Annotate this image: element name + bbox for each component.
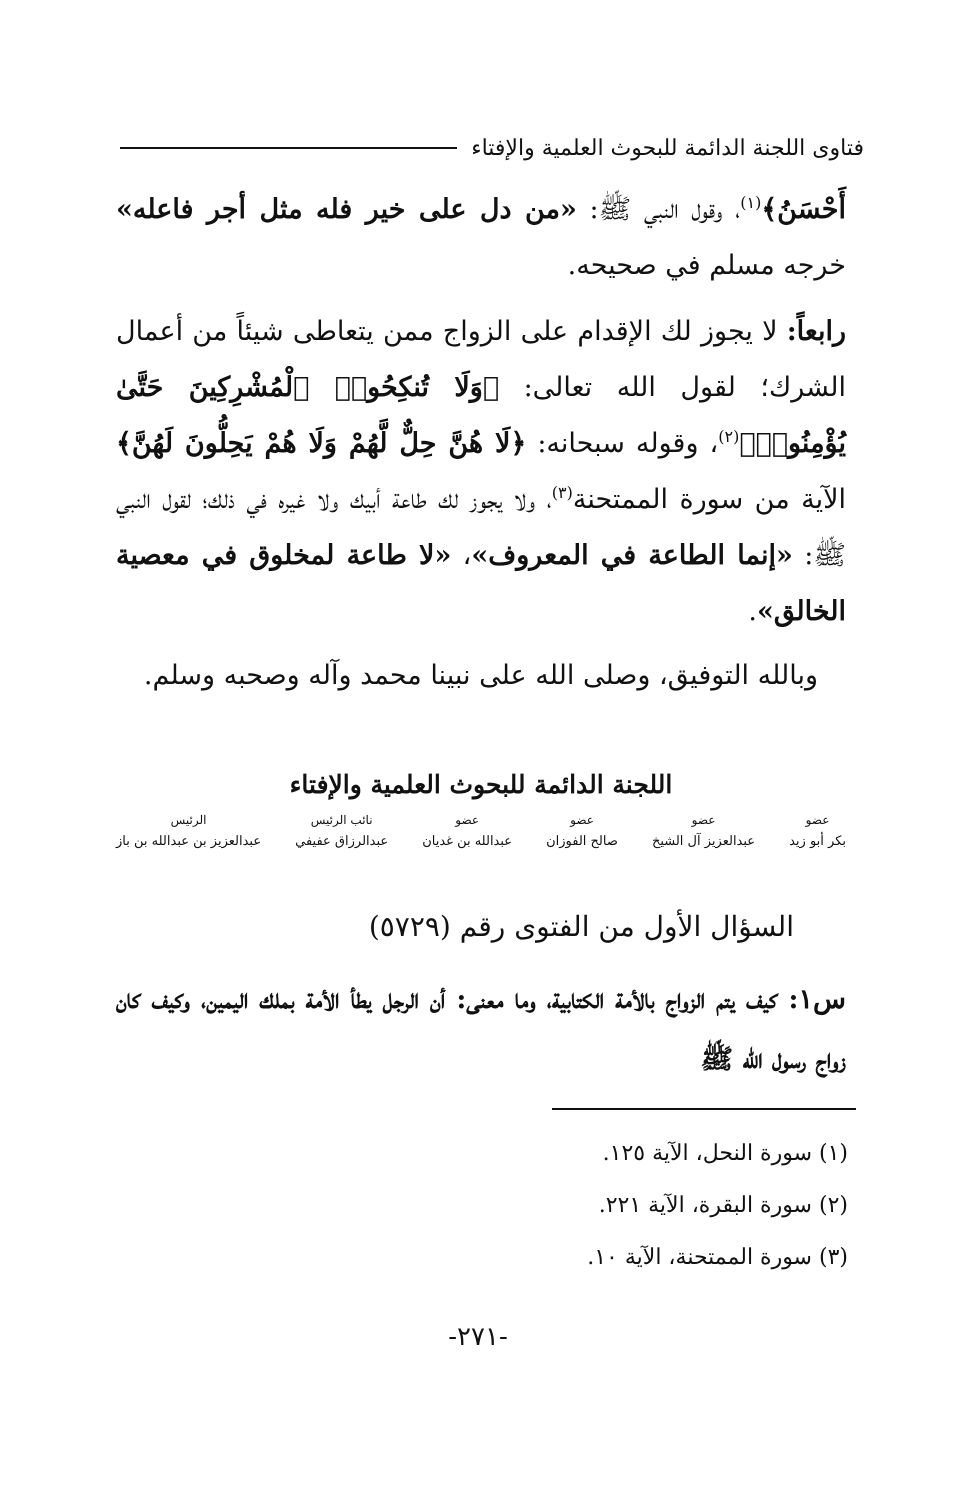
signature-name: عبدالعزيز بن عبدالله بن باز	[116, 834, 262, 849]
footnote-separator	[552, 1108, 856, 1110]
footnote-1: (١) سورة النحل، الآية ١٢٥.	[602, 1141, 848, 1166]
signature-name: عبدالعزيز آل الشيخ	[651, 834, 756, 849]
signature-name: عبدالله بن غديان	[422, 834, 513, 849]
signature-name: عبدالرزاق عفيفي	[295, 834, 389, 849]
signature-member-4	[422, 809, 512, 853]
fatwa-answer-text	[116, 182, 846, 704]
signature-role: عضو	[455, 813, 480, 827]
committee-title: اللجنة الدائمة للبحوث العلمية والإفتاء	[289, 770, 673, 799]
signature-role: عضو	[570, 813, 594, 827]
footnote-ref-1: (١)	[740, 193, 762, 212]
quran-verse-mumtahanah: ﴿لَا هُنَّ حِلٌّ لَّهُمْ وَلَا هُمْ يَحِلُّونَ لَهُنَّ﴾	[116, 428, 527, 459]
page-number: -٢٧١-	[448, 1322, 508, 1352]
point-label-fourth: رابعاً:	[786, 316, 846, 347]
signature-role: نائب الرئيس	[310, 813, 373, 827]
signature-role: الرئيس	[170, 813, 207, 827]
paragraph-1	[116, 182, 846, 294]
running-header-title: فتاوى اللجنة الدائمة للبحوث العلمية والإفتاء	[471, 135, 864, 161]
signature-role: عضو	[805, 813, 830, 827]
signatures-row	[116, 809, 846, 853]
p2-text-1: لا يجوز لك الإقدام على الزواج ممن يتعاطى شيئاً من أعمال الشرك؛ لقول الله تعالى:	[116, 316, 846, 403]
signature-role: عضو	[691, 813, 716, 827]
p2-text-2: ، وقوله سبحانه:	[526, 428, 719, 459]
footnote-ref-2: (٢)	[718, 427, 740, 446]
p1-mid-text: ، وقول النبي ﷺ:	[576, 194, 741, 225]
signature-member-3	[546, 809, 618, 853]
signature-member-5	[295, 809, 388, 853]
footnote-3: (٣) سورة الممتحنة، الآية ١٠.	[587, 1245, 848, 1270]
signature-member-6	[116, 809, 261, 853]
signature-name: صالح الفوزان	[546, 834, 618, 849]
p2-end: .	[748, 596, 757, 627]
footnote-ref-3: (٣)	[551, 483, 573, 502]
signature-member-2	[652, 809, 755, 853]
closing-line: وبالله التوفيق، وصلى الله على نبينا محمد وآله وصحبه وسلم.	[143, 660, 819, 691]
hadith-quote-3: «لا طاعة لمخلوق في معصية الخالق»	[116, 540, 846, 627]
question-heading: السؤال الأول من الفتوى رقم (٥٧٢٩)	[368, 910, 794, 943]
hadith-quote-1: «من دل على خير فله مثل أجر فاعله»	[116, 194, 577, 225]
question-text	[116, 970, 846, 1090]
question-label: س١:	[788, 984, 846, 1015]
committee-signature-block	[116, 770, 846, 853]
p1-end-text: خرجه مسلم في صحيحه.	[567, 250, 846, 281]
p2-text-4: ، ولا يجوز لك طاعة أبيك ولا غيره في ذلك؛ لقول النبي ﷺ:	[116, 484, 847, 571]
quran-verse-baqarah: ﴿وَلَا تُنكِحُوا۟ ٱلْمُشْرِكِينَ حَتَّىٰ يُؤْمِنُوا۟﴾	[116, 372, 846, 459]
signature-member-1	[789, 809, 846, 853]
hadith-quote-2: «إنما الطاعة في المعروف»	[471, 540, 793, 571]
paragraph-2	[116, 304, 846, 640]
footnotes	[587, 1128, 848, 1284]
header-rule	[120, 147, 457, 149]
quran-bracket: ﴾	[761, 194, 778, 225]
p2-separator: ،	[451, 540, 472, 571]
running-header	[120, 128, 864, 168]
quran-close-bracket: أَحْسَنُ	[777, 194, 846, 225]
p2-text-3: الآية من سورة الممتحنة	[572, 484, 846, 515]
question-content: كيف يتم الزواج بالأمة الكتابية، وما معنى: أن الرجل يطأ الأمة بملك اليمين، وكيف كان زواج رسول الله ﷺ	[116, 984, 846, 1075]
footnote-2: (٢) سورة البقرة، الآية ٢٢١.	[598, 1193, 848, 1218]
signature-name: بكر أبو زيد	[789, 834, 846, 849]
